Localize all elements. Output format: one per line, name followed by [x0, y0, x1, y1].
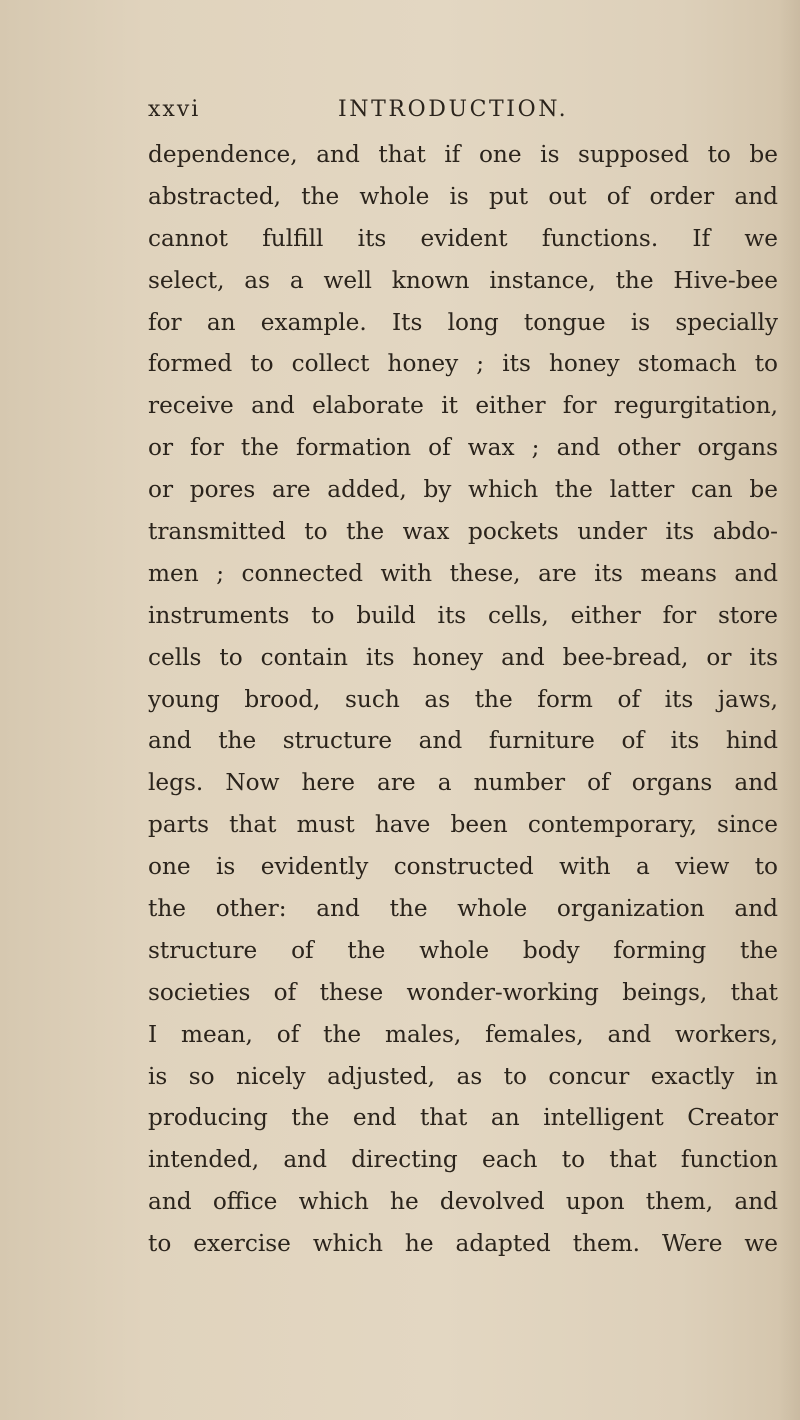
text-line: legs. Now here are a number of organs and [148, 769, 778, 797]
text-line: one is evidently constructed with a view to [148, 853, 778, 881]
chapter-title: INTRODUCTION. [338, 97, 569, 122]
text-line: is so nicely adjusted, as to concur exactly in [148, 1062, 778, 1090]
text-line: societies of these wonder-working beings, that [148, 978, 778, 1006]
text-line: instruments to build its cells, either for store [148, 601, 778, 629]
text-line: and the structure and furniture of its hind [148, 727, 778, 755]
text-line: select, as a well known instance, the Hive-bee [148, 266, 778, 294]
text-line: cannot fulfill its evident functions. If we [148, 224, 778, 252]
text-line: men ; connected with these, are its means and [148, 559, 778, 587]
text-line: I mean, of the males, females, and workers, [148, 1020, 778, 1048]
text-line: structure of the whole body forming the [148, 936, 778, 964]
text-line: transmitted to the wax pockets under its abdo- [148, 518, 778, 546]
text-line: and office which he devolved upon them, and [148, 1188, 778, 1216]
text-line: the other: and the whole organization and [148, 895, 778, 923]
text-line: or for the formation of wax ; and other organs [148, 434, 778, 462]
text-line: to exercise which he adapted them. Were we [148, 1230, 778, 1258]
text-line: parts that must have been contemporary, since [148, 811, 778, 839]
text-line: abstracted, the whole is put out of order and [148, 182, 778, 210]
text-line: young brood, such as the form of its jaws, [148, 685, 778, 713]
running-head [148, 97, 768, 129]
text-line: or pores are added, by which the latter can be [148, 476, 778, 504]
text-line: dependence, and that if one is supposed to be [148, 141, 778, 168]
text-line: producing the end that an intelligent Creator [148, 1104, 778, 1132]
text-line: cells to contain its honey and bee-bread, or its [148, 643, 778, 671]
text-line: receive and elaborate it either for regurgitation, [148, 392, 778, 420]
page-number: xxvi [148, 97, 201, 122]
text-line: formed to collect honey ; its honey stomach to [148, 350, 778, 378]
body-text [148, 134, 778, 1265]
text-line: for an example. Its long tongue is specially [148, 308, 778, 336]
text-line: intended, and directing each to that function [148, 1146, 778, 1174]
